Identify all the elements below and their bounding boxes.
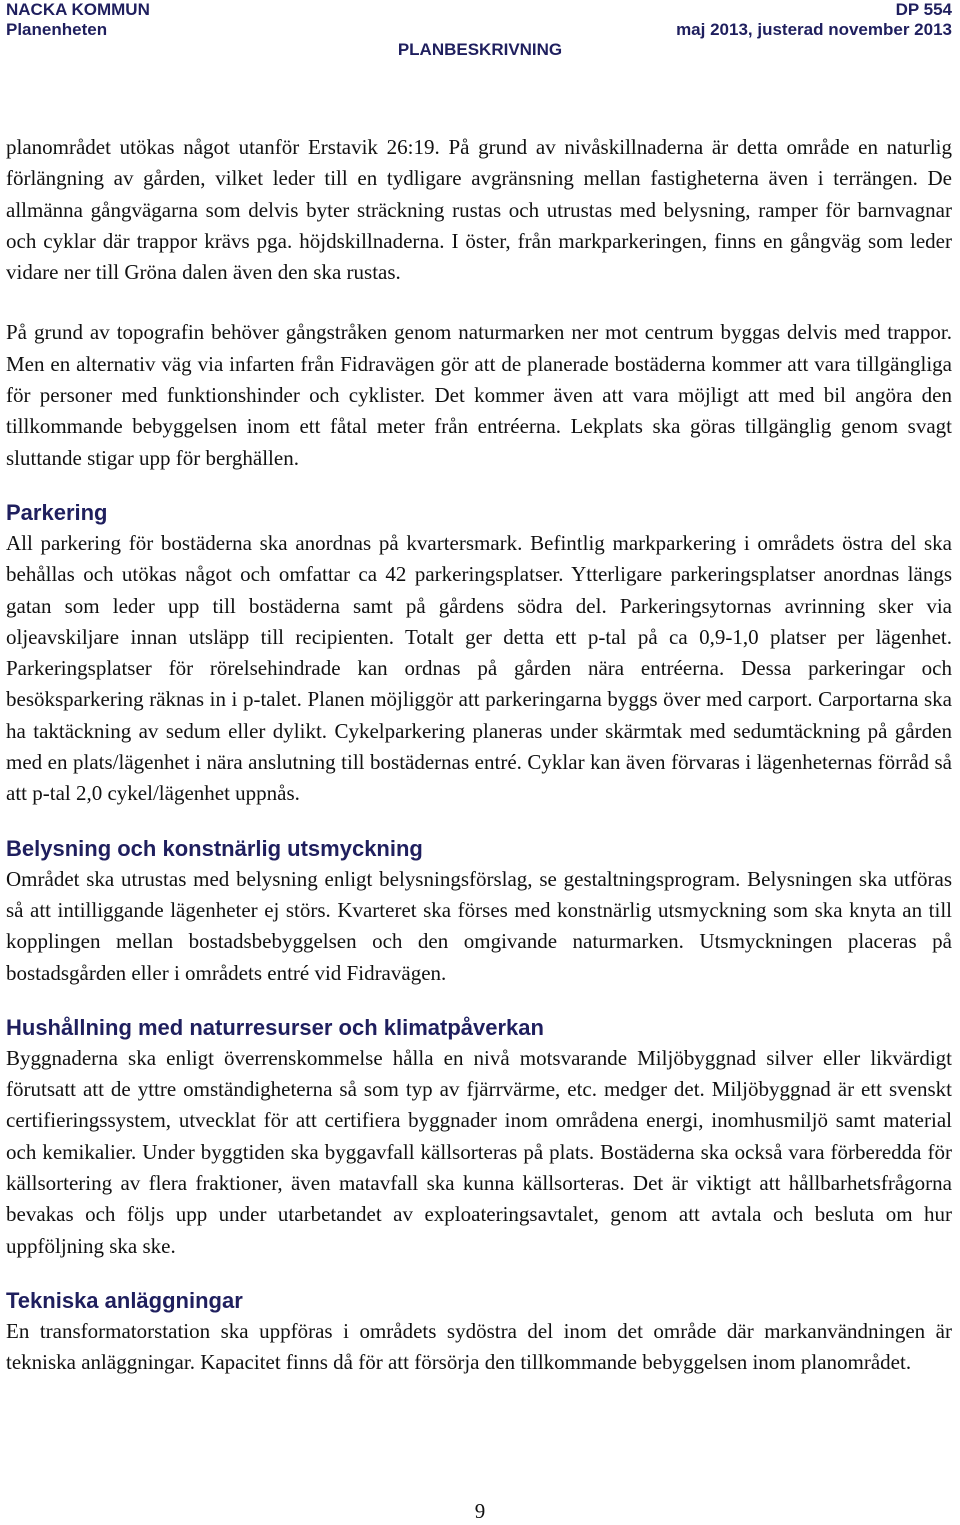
paragraph: På grund av topografin behöver gångstråken genom naturmarken ner mot centrum byggas delvis med trappor. Men en alternativ väg via infarten från Fidravägen gör att de planerade bostäderna kommer att vara tillgängliga för personer med funktionshinder och cyklister. Det kommer även att vara möjligt att med bil angöra den tillkommande bebyggelsen inom ett fåtal meter från entréerna. Lekplats ska göras tillgänglig genom svagt sluttande stigar upp för berghällen. [6,320,952,470]
section-heading-tekniska: Tekniska anläggningar [6,1287,243,1313]
paragraph: All parkering för bostäderna ska anordnas på kvartersmark. Befintlig markparkering i områdets östra del ska behållas och utökas något och omfattar ca 42 parkeringsplatser. Ytterligare parkeringsplatser anordnas längs gatan som leder upp till bostäderna samt på gårdens södra del. Parkeringsytornas avrinning sker via oljeavskiljare innan utsläpp till recipienten. Totalt ger detta ett p-tal på ca 0,9-1,0 platser per lägenhet. Parkeringsplatser för rörelsehindrade kan ordnas på gården nära entréerna. Dessa parkeringar och besöksparkering räknas in i p-talet. Planen möjliggör att parkeringarna byggs över med carport. Carportarna ska ha taktäckning av sedum eller dylikt. Cykelparkering planeras under skärmtak med sedumtäckning på gården med en plats/lägenhet i nära anslutning till bostädernas entré. Cyklar kan även förvaras i lägenheternas förråd så att p-tal 2,0 cykel/lägenhet uppnås. [6,530,952,806]
section-heading-parkering: Parkering [6,499,108,525]
document-body [6,132,952,1379]
header-date: maj 2013, justerad november 2013 [676,20,952,39]
header-organization: NACKA KOMMUN [6,0,150,19]
paragraph: En transformatorstation ska uppföras i områdets sydöstra del inom det område där markanvändningen är tekniska anläggningar. Kapacitet finns då för att försörja den tillkommande bebyggelsen inom planområdet. [6,1318,952,1375]
paragraph: planområdet utökas något utanför Erstavik 26:19. På grund av nivåskillnaderna är detta område en naturlig förlängning av gården, vilket leder till en tydligare avgränsning mellan fastigheterna även i terrängen. De allmänna gångvägarna som delvis byter sträckning rustas och utrustas med belysning, ramper för barnvagnar och cyklar där trappor krävs pga. höjdskillnaderna. I öster, från markparkeringen, finns en gångväg som leder vidare ner till Gröna dalen även den ska rustas. [6,135,952,285]
header-department: Planenheten [6,20,108,39]
header-document-id: DP 554 [895,0,952,19]
paragraph: Området ska utrustas med belysning enligt belysningsförslag, se gestaltningsprogram. Belysningen ska utföras så att intilliggande lägenheter ej störs. Kvarteret ska förses med konstnärlig utsmyckning som ska knyta an till kopplingen mellan bostadsbebyggelsen och den omgivande naturmarken. Utsmyckningen placeras på bostadsgården eller i områdets entré vid Fidravägen. [6,866,952,985]
page-number: 9 [474,1499,486,1523]
paragraph: Byggnaderna ska enligt överrenskommelse hålla en nivå motsvarande Miljöbyggnad silver eller likvärdigt förutsatt att de yttre omständigheterna så som typ av fjärrvärme, etc. medger det. Miljöbyggnad är ett svenskt certifieringssystem, utvecklat för att certifiera byggnader inom områdena energi, inomhusmiljö samt material och kemikalier. Under byggtiden ska byggavfall källsorteras på plats. Bostäderna ska också vara förberedda för källsortering av flera fraktioner, även matavfall ska kunna källsorteras. Det är viktigt att hållbarhetsfrågorna bevakas och följs upp under utarbetandet av exploateringsavtalet, genom att avtala och besluta om hur uppföljning ska ske. [6,1045,952,1258]
section-heading-hushallning: Hushållning med naturresurser och klimatpåverkan [6,1014,544,1040]
header-document-type: PLANBESKRIVNING [397,40,563,59]
section-heading-belysning: Belysning och konstnärlig utsmyckning [6,835,423,861]
